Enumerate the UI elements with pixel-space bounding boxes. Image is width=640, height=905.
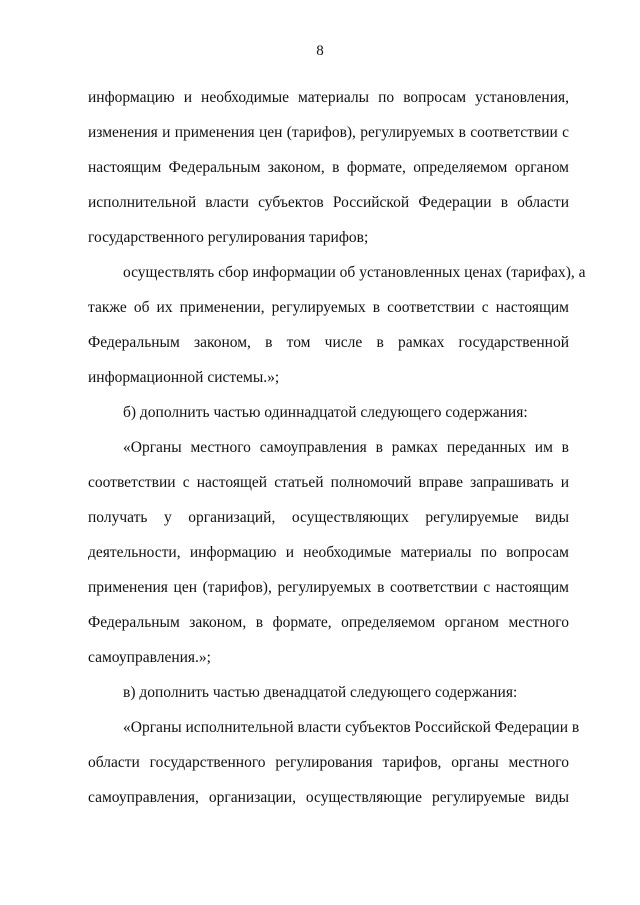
text-line: настоящим Федеральным законом, в формате, определяемом органом xyxy=(88,159,569,176)
text-line: получать у организаций, осуществляющих регулируемые виды xyxy=(88,509,569,526)
text-line: применения цен (тарифов), регулируемых в соответствии с настоящим xyxy=(88,579,569,596)
paragraph-3 xyxy=(88,395,569,430)
paragraph-2 xyxy=(88,255,586,395)
paragraph-4 xyxy=(88,430,569,675)
text-line: изменения и применения цен (тарифов), регулируемых в соответствии с xyxy=(88,124,569,141)
text-line: соответствии с настоящей статьей полномочий вправе запрашивать и xyxy=(88,474,569,491)
text-line: государственного регулирования тарифов; xyxy=(88,229,369,246)
text-line: также об их применении, регулируемых в соответствии с настоящим xyxy=(88,299,569,316)
text-line: информацию и необходимые материалы по вопросам установления, xyxy=(88,89,569,106)
text-line: самоуправления, организации, осуществляющие регулируемые виды xyxy=(88,789,569,806)
text-line: «Органы местного самоуправления в рамках переданных им в xyxy=(123,439,569,456)
paragraph-6 xyxy=(88,710,580,815)
text-line: Федеральным законом, в том числе в рамках государственной xyxy=(88,334,569,351)
document-body xyxy=(88,80,586,815)
paragraph-5 xyxy=(88,675,569,710)
text-line: Федеральным законом, в формате, определяемом органом местного xyxy=(88,614,569,631)
text-line: области государственного регулирования тарифов, органы местного xyxy=(88,754,569,771)
text-line: в) дополнить частью двенадцатой следующего содержания: xyxy=(123,684,518,701)
text-line: деятельности, информацию и необходимые материалы по вопросам xyxy=(88,544,569,561)
text-line: б) дополнить частью одиннадцатой следующего содержания: xyxy=(123,404,528,421)
text-line: исполнительной власти субъектов Российской Федерации в области xyxy=(88,194,569,211)
text-line: информационной системы.»; xyxy=(88,369,280,386)
paragraph-1 xyxy=(88,80,569,255)
text-line: «Органы исполнительной власти субъектов Российской Федерации в xyxy=(123,719,580,736)
page-number: 8 xyxy=(316,43,324,59)
text-line: самоуправления.»; xyxy=(88,649,211,666)
text-line: осуществлять сбор информации об установленных ценах (тарифах), а xyxy=(123,264,586,281)
